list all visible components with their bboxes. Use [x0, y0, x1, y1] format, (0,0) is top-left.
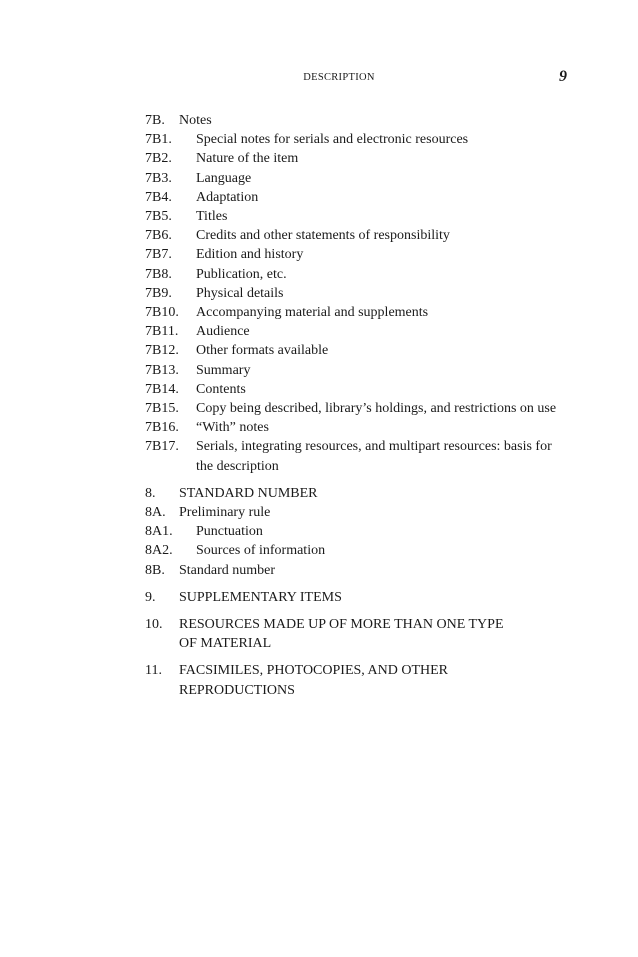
contents-list — [145, 111, 565, 700]
entry-number: 11. — [145, 663, 162, 679]
toc-entry-8b — [145, 561, 565, 580]
entry-text: Credits and other statements of responsibility — [196, 228, 450, 244]
entry-text: Adaptation — [196, 189, 259, 205]
toc-entry-7b1 — [145, 130, 565, 149]
entry-number: 9. — [145, 589, 156, 605]
running-title: DESCRIPTION — [303, 72, 375, 83]
entry-text: Punctuation — [196, 524, 263, 540]
toc-entry-10 — [145, 615, 565, 653]
entry-number: 8. — [145, 485, 156, 501]
entry-text: Nature of the item — [196, 151, 299, 167]
toc-entry-7b11 — [145, 322, 565, 341]
toc-entry-7b — [145, 111, 565, 130]
entry-text: RESOURCES MADE UP OF MORE THAN ONE TYPE OF MATERIAL — [179, 617, 504, 652]
entry-number: 8A. — [145, 505, 166, 521]
entry-text: Standard number — [179, 562, 276, 578]
entry-text: Language — [196, 170, 252, 186]
entry-number: 10. — [145, 617, 163, 633]
entry-text: Accompanying material and supplements — [196, 305, 429, 321]
toc-entry-7b16 — [145, 418, 565, 437]
entry-text: Sources of information — [196, 543, 326, 559]
entry-text: “With” notes — [196, 420, 269, 436]
entry-number: 7B11. — [145, 324, 179, 340]
entry-number: 7B1. — [145, 132, 172, 148]
entry-number: 7B16. — [145, 420, 179, 436]
toc-entry-7b12 — [145, 341, 565, 360]
entry-text: Special notes for serials and electronic resources — [196, 132, 469, 148]
entry-number: 7B9. — [145, 285, 172, 301]
toc-entry-7b10 — [145, 303, 565, 322]
page-number: 9 — [559, 68, 567, 85]
entry-text: Preliminary rule — [179, 505, 271, 521]
toc-entry-7b15 — [145, 399, 565, 418]
toc-entry-7b3 — [145, 169, 565, 188]
entry-text: STANDARD NUMBER — [179, 485, 318, 501]
entry-number: 7B2. — [145, 151, 172, 167]
entry-number: 7B4. — [145, 189, 172, 205]
entry-number: 7B17. — [145, 439, 179, 455]
toc-entry-7b7 — [145, 245, 565, 264]
toc-entry-7b17 — [145, 437, 565, 475]
entry-text: Publication, etc. — [196, 266, 287, 282]
entry-number: 7B. — [145, 113, 165, 128]
entry-text: Titles — [196, 209, 228, 225]
toc-entry-8a2 — [145, 541, 565, 560]
toc-entry-7b5 — [145, 207, 565, 226]
entry-text: Other formats available — [196, 343, 329, 359]
toc-entry-11 — [145, 661, 565, 699]
entry-number: 7B6. — [145, 228, 172, 244]
toc-entry-7b8 — [145, 265, 565, 284]
toc-entry-7b13 — [145, 361, 565, 380]
entry-text: SUPPLEMENTARY ITEMS — [179, 589, 342, 605]
entry-number: 7B13. — [145, 362, 179, 378]
entry-number: 7B8. — [145, 266, 172, 282]
toc-entry-7b4 — [145, 188, 565, 207]
toc-entry-8a1 — [145, 522, 565, 541]
toc-entry-7b9 — [145, 284, 565, 303]
entry-text: Copy being described, library’s holdings, and restrictions on use — [196, 401, 557, 417]
entry-number: 8A2. — [145, 543, 173, 559]
entry-number: 7B5. — [145, 209, 172, 225]
entry-text: Audience — [196, 324, 250, 340]
entry-number: 7B3. — [145, 170, 172, 186]
toc-entry-7b6 — [145, 226, 565, 245]
entry-number: 8B. — [145, 562, 165, 578]
entry-number: 7B14. — [145, 381, 179, 397]
entry-text: Summary — [196, 362, 251, 378]
entry-number: 8A1. — [145, 524, 173, 540]
entry-text: Physical details — [196, 285, 284, 301]
toc-entry-8a — [145, 503, 565, 522]
running-header — [0, 70, 638, 90]
entry-text: Notes — [179, 113, 212, 128]
entry-text: Edition and history — [196, 247, 304, 263]
entry-text: Serials, integrating resources, and multipart resources: basis for the description — [196, 439, 552, 474]
entry-text: FACSIMILES, PHOTOCOPIES, AND OTHER REPRODUCTIONS — [179, 663, 449, 698]
entry-number: 7B10. — [145, 305, 179, 321]
toc-entry-7b14 — [145, 380, 565, 399]
toc-entry-8 — [145, 484, 565, 503]
toc-entry-7b2 — [145, 149, 565, 168]
toc-entry-9 — [145, 588, 565, 607]
entry-number: 7B15. — [145, 401, 179, 417]
entry-number: 7B12. — [145, 343, 179, 359]
entry-number: 7B7. — [145, 247, 172, 263]
entry-text: Contents — [196, 381, 246, 397]
